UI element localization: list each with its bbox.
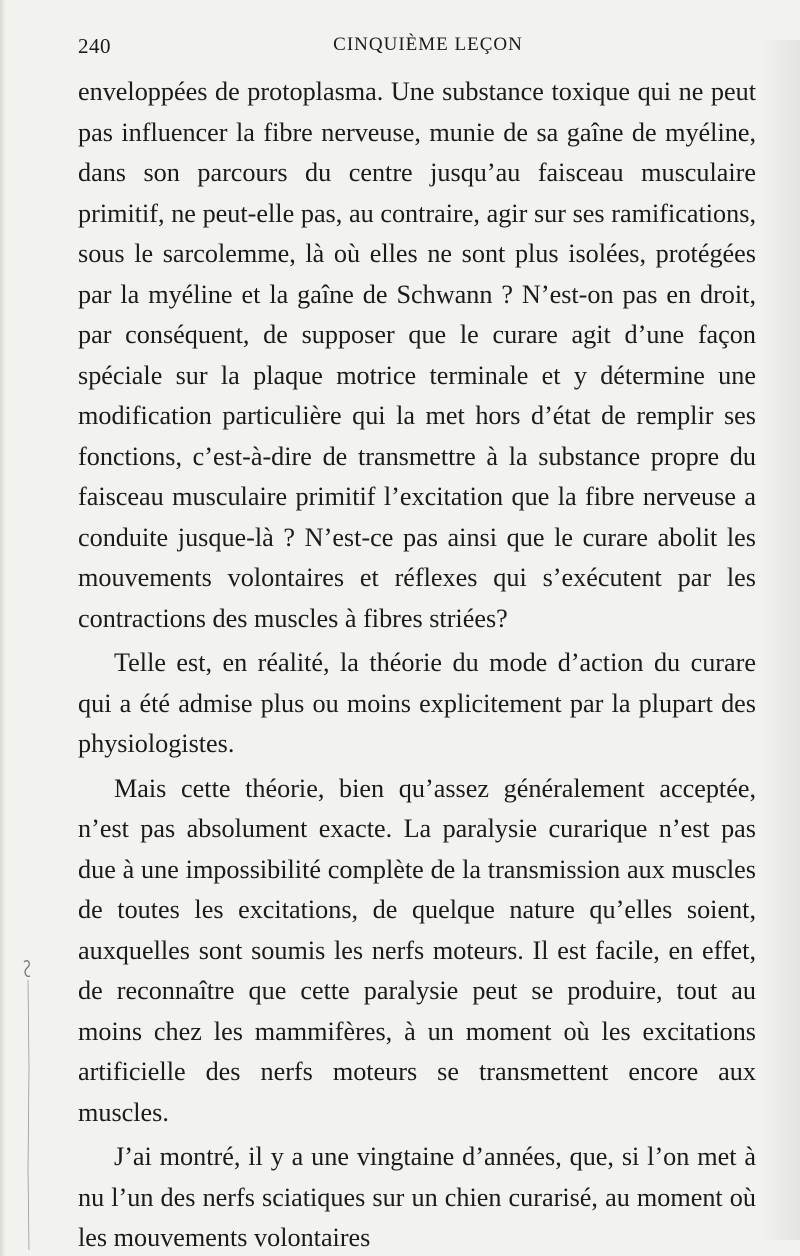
paragraph-3: Mais cette théorie, bien qu’assez généralement acceptée, n’est pas absolument exacte. La paralysie curarique n’est pas due à une impossibilité complète de la transmission aux muscles de toutes les excitations, de quelque nature qu’elles soient, auxquelles sont soumis les nerfs moteurs. Il est facile, en effet, de reconnaître que cette paralysie peut se produire, tout au moins chez les mammifères, à un moment où les excitations artificielle des nerfs moteurs se transmettent encore aux muscles.	[78, 773, 756, 1127]
show-through-shadow	[760, 40, 800, 1240]
page-header	[78, 34, 758, 64]
running-title: CINQUIÈME LEÇON	[333, 34, 523, 55]
page-gutter-shadow	[0, 0, 6, 1256]
paragraph-4: J’ai montré, il y a une vingtaine d’années, que, si l’on met à nu l’un des nerfs sciatiques sur un chien curarisé, au moment où les mouvements volontaires	[78, 1142, 756, 1252]
page-number: 240	[78, 34, 111, 58]
paragraph-2: Telle est, en réalité, la théorie du mode d’action du curare qui a été admise plus ou moins explicitement par la plupart des physiologistes.	[78, 648, 756, 758]
pencil-margin-mark	[14, 950, 44, 1250]
paragraph-1: enveloppées de protoplasma. Une substance toxique qui ne peut pas influencer la fibre nerveuse, munie de sa gaîne de myéline, dans son parcours du centre jusqu’au faisceau musculaire primitif, ne peut-elle pas, au contraire, agir sur ses ramifications, sous le sarcolemme, là où elles ne sont plus isolées, protégées par la myéline et la gaîne de Schwann ? N’est-on pas en droit, par conséquent, de supposer que le curare agit d’une façon spéciale sur la plaque motrice terminale et y détermine une modification particulière qui la met hors d’état de remplir ses fonctions, c’est-à-dire de transmettre à la substance propre du faisceau musculaire primitif l’excitation que la fibre nerveuse a conduite jusque-là ? N’est-ce pas ainsi que le curare abolit les mouvements volontaires et réflexes qui s’exécutent par les contractions des muscles à fibres striées?	[78, 77, 756, 633]
page-body	[78, 72, 756, 1256]
